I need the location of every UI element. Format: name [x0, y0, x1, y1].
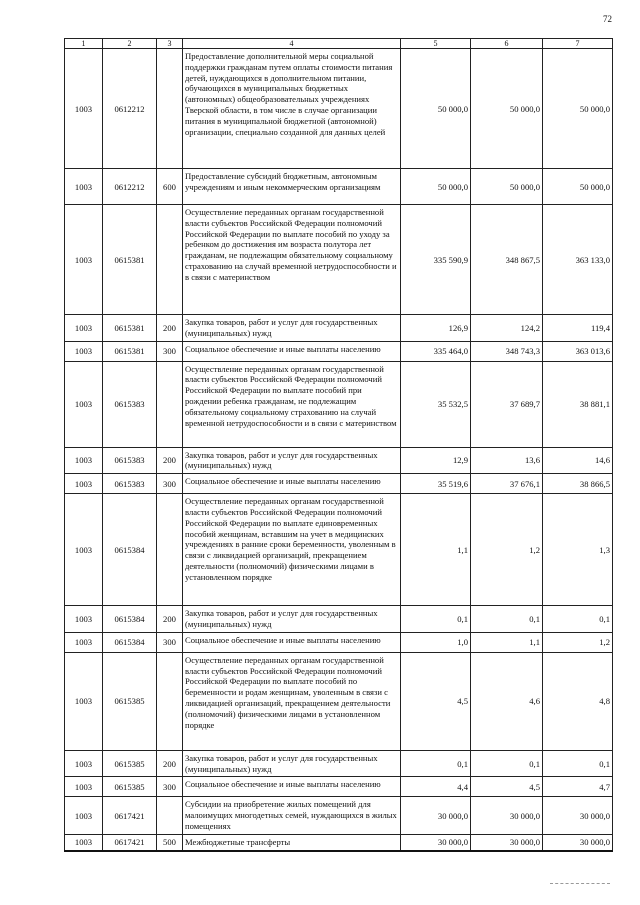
amount-year-2: 4,6 — [471, 652, 543, 750]
amount-year-3: 4,8 — [543, 652, 613, 750]
amount-year-2: 0,1 — [471, 606, 543, 633]
column-header: 2 — [103, 39, 157, 49]
amount-year-3: 50 000,0 — [543, 49, 613, 169]
expense-type-code: 600 — [157, 169, 183, 205]
amount-year-2: 4,5 — [471, 777, 543, 797]
column-header: 3 — [157, 39, 183, 49]
section-code: 1003 — [65, 606, 103, 633]
amount-year-3: 363 013,6 — [543, 341, 613, 361]
amount-year-1: 335 590,9 — [401, 205, 471, 315]
target-code: 0615383 — [103, 361, 157, 447]
amount-year-1: 0,1 — [401, 606, 471, 633]
expense-type-code — [157, 652, 183, 750]
section-code: 1003 — [65, 474, 103, 494]
item-description: Социальное обеспечение и иные выплаты населению — [183, 341, 401, 361]
target-code: 0615385 — [103, 777, 157, 797]
section-code: 1003 — [65, 361, 103, 447]
item-description: Закупка товаров, работ и услуг для государственных (муниципальных) нужд — [183, 750, 401, 777]
section-code: 1003 — [65, 797, 103, 834]
amount-year-2: 50 000,0 — [471, 49, 543, 169]
item-description: Закупка товаров, работ и услуг для государственных (муниципальных) нужд — [183, 315, 401, 342]
table-row — [65, 474, 613, 494]
column-header: 4 — [183, 39, 401, 49]
table-body — [65, 39, 613, 851]
item-description: Субсидии на приобретение жилых помещений для малоимущих многодетных семей, нуждающихся в жилых помещениях — [183, 797, 401, 834]
amount-year-2: 37 689,7 — [471, 361, 543, 447]
target-code: 0617421 — [103, 797, 157, 834]
target-code: 0612212 — [103, 169, 157, 205]
amount-year-2: 348 867,5 — [471, 205, 543, 315]
section-code: 1003 — [65, 777, 103, 797]
expense-type-code: 200 — [157, 606, 183, 633]
amount-year-3: 30 000,0 — [543, 797, 613, 834]
target-code: 0615384 — [103, 494, 157, 606]
item-description: Осуществление переданных органам государственной власти субъектов Российской Федерации полномочий Российской Федерации по выплате пособий при рождении ребенка гражданам, не подлежащим обязательному социальному страхованию на случай временной нетрудоспособности и в связи с материнством — [183, 361, 401, 447]
table-row — [65, 447, 613, 474]
item-description: Социальное обеспечение и иные выплаты населению — [183, 777, 401, 797]
amount-year-1: 4,4 — [401, 777, 471, 797]
target-code: 0615384 — [103, 632, 157, 652]
amount-year-3: 0,1 — [543, 606, 613, 633]
amount-year-1: 0,1 — [401, 750, 471, 777]
amount-year-1: 30 000,0 — [401, 834, 471, 850]
table-row — [65, 797, 613, 834]
page-number: 72 — [603, 14, 612, 24]
item-description: Предоставление субсидий бюджетным, автономным учреждениям и иным некоммерческим организациям — [183, 169, 401, 205]
amount-year-3: 50 000,0 — [543, 169, 613, 205]
table-row — [65, 49, 613, 169]
section-code: 1003 — [65, 652, 103, 750]
section-code: 1003 — [65, 494, 103, 606]
amount-year-1: 12,9 — [401, 447, 471, 474]
amount-year-2: 0,1 — [471, 750, 543, 777]
amount-year-1: 35 532,5 — [401, 361, 471, 447]
table-row — [65, 361, 613, 447]
item-description: Закупка товаров, работ и услуг для государственных (муниципальных) нужд — [183, 606, 401, 633]
column-header: 1 — [65, 39, 103, 49]
expense-type-code: 300 — [157, 777, 183, 797]
item-description: Социальное обеспечение и иные выплаты населению — [183, 474, 401, 494]
amount-year-3: 1,2 — [543, 632, 613, 652]
amount-year-1: 335 464,0 — [401, 341, 471, 361]
target-code: 0615385 — [103, 750, 157, 777]
amount-year-2: 30 000,0 — [471, 797, 543, 834]
table-row — [65, 169, 613, 205]
target-code: 0617421 — [103, 834, 157, 850]
amount-year-2: 1,2 — [471, 494, 543, 606]
table-row — [65, 750, 613, 777]
table-row — [65, 315, 613, 342]
amount-year-3: 30 000,0 — [543, 834, 613, 850]
budget-table — [64, 38, 613, 852]
expense-type-code: 300 — [157, 341, 183, 361]
amount-year-1: 30 000,0 — [401, 797, 471, 834]
amount-year-3: 38 866,5 — [543, 474, 613, 494]
expense-type-code: 200 — [157, 315, 183, 342]
target-code: 0615385 — [103, 652, 157, 750]
section-code: 1003 — [65, 315, 103, 342]
table-row — [65, 834, 613, 850]
amount-year-3: 38 881,1 — [543, 361, 613, 447]
amount-year-2: 348 743,3 — [471, 341, 543, 361]
item-description: Осуществление переданных органам государственной власти субъектов Российской Федерации полномочий Российской Федерации по выплате единовременных пособий женщинам, вставшим на учет в медицинских учреждениях в ранние сроки беременности, уволенным в связи с ликвидацией организаций, прекращением деятельности (полномочий) физическими лицами в установленном порядке — [183, 494, 401, 606]
expense-type-code — [157, 49, 183, 169]
item-description: Осуществление переданных органам государственной власти субъектов Российской Федерации полномочий Российской Федерации по выплате пособий по уходу за ребенком до достижения им возраста полутора лет гражданам, не подлежащим обязательному социальному страхованию на случай временной нетрудоспособности и в связи с материнством — [183, 205, 401, 315]
expense-type-code — [157, 494, 183, 606]
table-row — [65, 632, 613, 652]
amount-year-1: 1,0 — [401, 632, 471, 652]
amount-year-1: 50 000,0 — [401, 49, 471, 169]
section-code: 1003 — [65, 834, 103, 850]
amount-year-3: 0,1 — [543, 750, 613, 777]
amount-year-2: 37 676,1 — [471, 474, 543, 494]
amount-year-1: 35 519,6 — [401, 474, 471, 494]
amount-year-3: 119,4 — [543, 315, 613, 342]
expense-type-code: 300 — [157, 474, 183, 494]
item-description: Закупка товаров, работ и услуг для государственных (муниципальных) нужд — [183, 447, 401, 474]
amount-year-2: 124,2 — [471, 315, 543, 342]
expense-type-code — [157, 205, 183, 315]
amount-year-3: 14,6 — [543, 447, 613, 474]
target-code: 0615384 — [103, 606, 157, 633]
column-header: 7 — [543, 39, 613, 49]
amount-year-1: 126,9 — [401, 315, 471, 342]
amount-year-1: 50 000,0 — [401, 169, 471, 205]
footer-mark — [550, 883, 610, 885]
target-code: 0612212 — [103, 49, 157, 169]
item-description: Социальное обеспечение и иные выплаты населению — [183, 632, 401, 652]
item-description: Межбюджетные трансферты — [183, 834, 401, 850]
header-row — [65, 39, 613, 49]
amount-year-2: 30 000,0 — [471, 834, 543, 850]
expense-type-code: 200 — [157, 447, 183, 474]
section-code: 1003 — [65, 447, 103, 474]
target-code: 0615381 — [103, 341, 157, 361]
table-row — [65, 606, 613, 633]
expense-type-code — [157, 797, 183, 834]
expense-type-code: 300 — [157, 632, 183, 652]
table-row — [65, 341, 613, 361]
section-code: 1003 — [65, 750, 103, 777]
section-code: 1003 — [65, 205, 103, 315]
column-header: 5 — [401, 39, 471, 49]
target-code: 0615381 — [103, 205, 157, 315]
section-code: 1003 — [65, 169, 103, 205]
table-row — [65, 205, 613, 315]
item-description: Предоставление дополнительной меры социальной поддержки гражданам путем оплаты стоимости питания детей, нуждающихся в дополнительном питании, обучающихся в муниципальных бюджетных (автономных) общеобразовательных учреждениях Тверской области, в том числе в случае организации питания в муниципальной бюджетной (автономной) организации, специально созданной для данных целей — [183, 49, 401, 169]
amount-year-2: 13,6 — [471, 447, 543, 474]
amount-year-2: 1,1 — [471, 632, 543, 652]
table-row — [65, 494, 613, 606]
expense-type-code: 200 — [157, 750, 183, 777]
table-row — [65, 652, 613, 750]
amount-year-3: 363 133,0 — [543, 205, 613, 315]
amount-year-3: 4,7 — [543, 777, 613, 797]
amount-year-2: 50 000,0 — [471, 169, 543, 205]
amount-year-1: 1,1 — [401, 494, 471, 606]
expense-type-code — [157, 361, 183, 447]
target-code: 0615383 — [103, 447, 157, 474]
table-row — [65, 777, 613, 797]
amount-year-3: 1,3 — [543, 494, 613, 606]
column-header: 6 — [471, 39, 543, 49]
target-code: 0615383 — [103, 474, 157, 494]
section-code: 1003 — [65, 341, 103, 361]
section-code: 1003 — [65, 49, 103, 169]
expense-type-code: 500 — [157, 834, 183, 850]
item-description: Осуществление переданных органам государственной власти субъектов Российской Федерации полномочий Российской Федерации по выплате пособий по беременности и родам женщинам, уволенным в связи с ликвидацией организаций, прекращением деятельности (полномочий) физическими лицами в установленном порядке — [183, 652, 401, 750]
amount-year-1: 4,5 — [401, 652, 471, 750]
section-code: 1003 — [65, 632, 103, 652]
target-code: 0615381 — [103, 315, 157, 342]
